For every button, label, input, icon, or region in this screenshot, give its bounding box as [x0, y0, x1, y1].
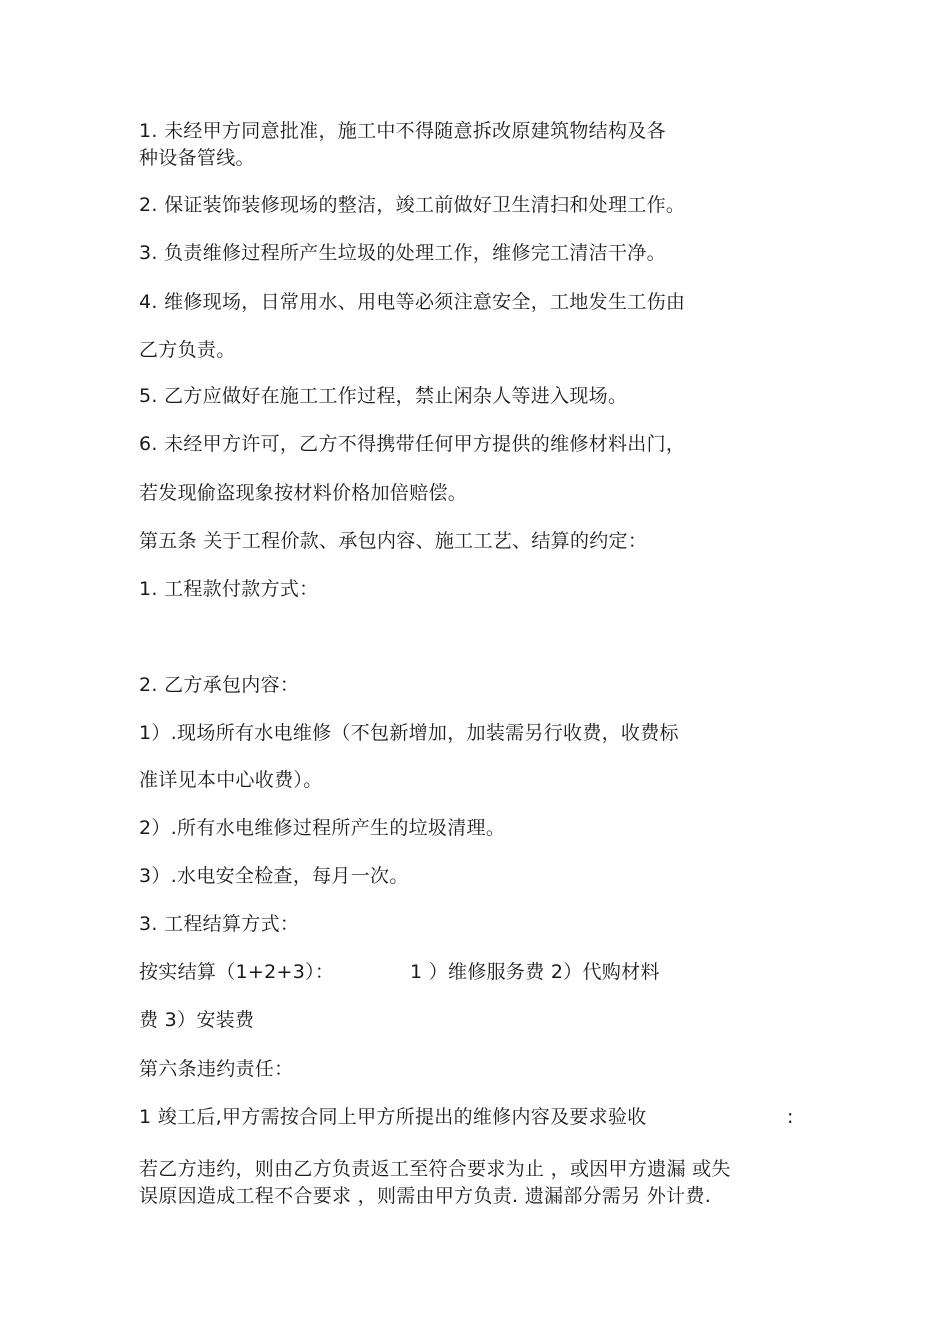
- clause-3: 3. 负责维修过程所产生垃圾的处理工作，维修完工清洁干净。: [139, 242, 666, 264]
- scope-item-1-line-2: 准详见本中心收费）。: [139, 769, 323, 791]
- clause-4-line-1: 4. 维修现场，日常用水、用电等必须注意安全，工地发生工伤由: [139, 291, 686, 313]
- clause-4-line-2: 乙方负责。: [139, 339, 236, 361]
- clause-1-line-2: 种设备管线。: [139, 147, 255, 169]
- clause-6-line-2: 若发现偷盗现象按材料价格加倍赔偿。: [139, 482, 468, 504]
- clause-2: 2. 保证装饰装修现场的整洁，竣工前做好卫生清扫和处理工作。: [139, 194, 686, 216]
- article-5-heading: 第五条 关于工程价款、承包内容、施工工艺、结算的约定：: [139, 530, 648, 552]
- clause-1-line-1: 1. 未经甲方同意批准，施工中不得随意拆改原建筑物结构及各: [139, 120, 666, 142]
- settlement-items-cont: 费 3）安装费: [139, 1009, 255, 1031]
- settlement-basis: 按实结算（1+2+3）：: [139, 961, 335, 983]
- scope-item-1-line-1: 1）.现场所有水电维修（不包新增加，加装需另行收费，收费标: [139, 722, 679, 744]
- article-6-heading: 第六条违约责任：: [139, 1058, 294, 1080]
- scope-item-2: 2）.所有水电维修过程所产生的垃圾清理。: [139, 817, 506, 839]
- acceptance-colon: :: [787, 1106, 794, 1128]
- clause-5: 5. 乙方应做好在施工工作过程，禁止闲杂人等进入现场。: [139, 385, 628, 407]
- scope-item-3: 3）.水电安全检查，每月一次。: [139, 865, 409, 887]
- breach-line-1: 若乙方违约，则由乙方负责返工至符合要求为止 ，或因甲方遗漏 或失: [139, 1158, 731, 1180]
- settlement-items: 1 ）维修服务费 2）代购材料: [410, 961, 660, 983]
- acceptance-clause: 1 竣工后,甲方需按合同上甲方所提出的维修内容及要求验收: [139, 1106, 647, 1128]
- contract-scope: 2. 乙方承包内容：: [139, 674, 300, 696]
- clause-6-line-1: 6. 未经甲方许可，乙方不得携带任何甲方提供的维修材料出门，: [139, 433, 686, 455]
- payment-method: 1. 工程款付款方式：: [139, 578, 319, 600]
- breach-line-2: 误原因造成工程不合要求 ，则需由甲方负责. 遗漏部分需另 外计费.: [139, 1185, 712, 1207]
- settlement-method: 3. 工程结算方式：: [139, 913, 300, 935]
